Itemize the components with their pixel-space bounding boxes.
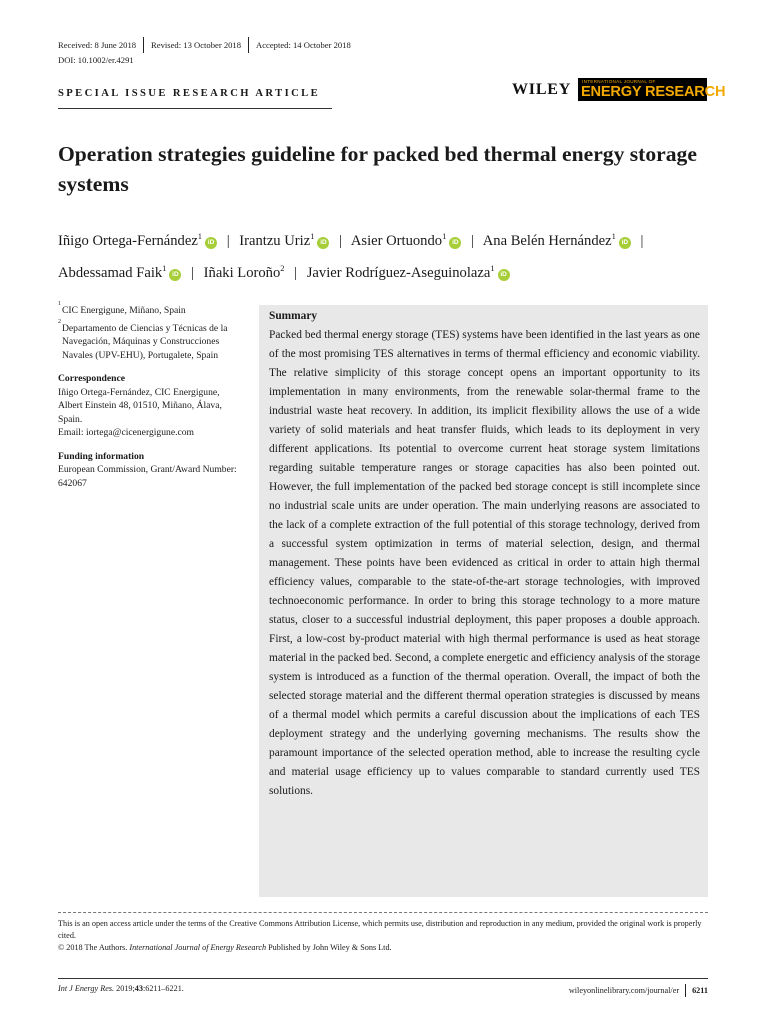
author[interactable] bbox=[58, 265, 181, 281]
orcid-icon[interactable]: iD bbox=[449, 237, 461, 249]
author-affiliation-number: 2 bbox=[280, 263, 285, 274]
journal-logo-name: ENERGY RESEARCH bbox=[581, 84, 726, 100]
author-affiliation-number: 1 bbox=[310, 231, 315, 242]
doi[interactable]: DOI: 10.1002/er.4291 bbox=[58, 55, 134, 65]
citation-pages: :6211–6221. bbox=[142, 984, 184, 993]
revised-date: Revised: 13 October 2018 bbox=[151, 40, 242, 50]
author[interactable] bbox=[204, 265, 285, 281]
author-name: Iñaki Loroño bbox=[203, 265, 281, 281]
funding-heading: Funding information bbox=[58, 450, 145, 462]
copyright-suffix: Published by John Wiley & Sons Ltd. bbox=[266, 943, 392, 953]
author[interactable] bbox=[58, 233, 217, 249]
affiliation bbox=[58, 301, 248, 318]
affiliation-number: 2 bbox=[58, 318, 61, 325]
article-dates bbox=[58, 37, 351, 53]
section-label: SPECIAL ISSUE RESEARCH ARTICLE bbox=[58, 88, 321, 99]
author-name: Irantzu Uriz bbox=[239, 233, 311, 249]
article-info-column bbox=[58, 301, 248, 490]
affiliation-number: 1 bbox=[58, 301, 61, 307]
summary-heading: Summary bbox=[269, 310, 318, 322]
author-separator: | bbox=[470, 233, 474, 249]
journal-abbrev: Int J Energy Res. bbox=[58, 984, 115, 993]
received-date: Received: 8 June 2018 bbox=[58, 40, 137, 50]
author-affiliation-number: 1 bbox=[490, 263, 495, 274]
author[interactable] bbox=[483, 233, 631, 249]
affiliations bbox=[58, 301, 248, 362]
correspondence-name: Iñigo Ortega-Fernández, CIC Energigune, bbox=[58, 386, 220, 398]
footer-divider bbox=[685, 984, 686, 997]
orcid-icon[interactable]: iD bbox=[498, 269, 510, 281]
article-title: Operation strategies guideline for packed bed thermal energy storage systems bbox=[58, 142, 697, 196]
author-name: Ana Belén Hernández bbox=[482, 233, 612, 249]
author-name: Asier Ortuondo bbox=[350, 233, 443, 249]
affiliation-text: CIC Energigune, Miñano, Spain bbox=[62, 305, 186, 316]
citation-volume: 43 bbox=[134, 984, 143, 993]
copyright-prefix: © 2018 The Authors. bbox=[58, 943, 130, 953]
orcid-icon[interactable]: iD bbox=[619, 237, 631, 249]
author-name: Javier Rodríguez-Aseguinolaza bbox=[306, 265, 491, 281]
correspondence-address: Spain. bbox=[58, 413, 83, 425]
author-list bbox=[58, 225, 718, 289]
date-divider bbox=[143, 37, 144, 53]
author-separator: | bbox=[640, 233, 644, 249]
journal-logo bbox=[578, 78, 726, 101]
page-number: 6211 bbox=[692, 986, 708, 995]
orcid-icon[interactable]: iD bbox=[205, 237, 217, 249]
citation bbox=[58, 984, 184, 993]
affiliation bbox=[58, 318, 248, 363]
orcid-icon[interactable]: iD bbox=[317, 237, 329, 249]
author[interactable] bbox=[351, 233, 461, 249]
author-name: Iñigo Ortega-Fernández bbox=[58, 233, 198, 249]
accepted-date: Accepted: 14 October 2018 bbox=[256, 40, 351, 50]
author-name: Abdessamad Faik bbox=[58, 265, 163, 281]
footer-rule bbox=[58, 978, 708, 979]
author[interactable] bbox=[307, 265, 510, 281]
copyright-journal: International Journal of Energy Research bbox=[129, 943, 267, 953]
author-separator: | bbox=[226, 233, 230, 249]
summary-text: Packed bed thermal energy storage (TES) systems have been identified in the last years as one of the most promising TES alternatives in terms of thermal efficiency and economic viability. The relative simplicity of this storage concept opens an important opportunity to its implementation in many environments, from the renewable solar-thermal frame to the industrial waste heat recovery. In addition, its implicit flexibility allows the use of a wide variety of solid materials and heat transfer fluids, which leads to its deployment in very different applications. Its potential to overcome current heat storage system limitations regarding suitable temperature ranges or storage capacities has also been pointed out. However, the full implementation of the packed bed storage concept is still incomplete since no industrial scale units are under operation. The main underlying reasons are associated to the lack of a complete extraction of the full potential of this storage technology, derived from a successful system optimization in terms of material selection, design, and thermal management. These points have been evidenced as critical in order to attain high thermal efficiency values, comparable to the state-of-the-art storage technologies, with improved technoeconomic performance. In order to bring this storage technology to a more mature status, closer to a successful industrial deployment, this paper proposes a double approach. First, a low-cost by-product material with high thermal performance is used as heat storage material in the packed bed. Second, a complete energetic and efficiency analysis of the storage system is introduced as a function of the thermal operation. Overall, the impact of both the selected storage material and the different thermal operation strategies is discussed by means of a thermal model which permits a careful discussion about the implications of each TES deployment strategy and the underlying governing mechanisms. The results show the paramount importance of the selected operation method, able to increase the resulting cycle and material usage efficiency up to values comparable to standard currently used TES solutions. bbox=[269, 329, 700, 797]
author-separator: | bbox=[294, 265, 298, 281]
author-affiliation-number: 1 bbox=[442, 231, 447, 242]
author[interactable] bbox=[239, 233, 329, 249]
citation-year: 2019; bbox=[114, 984, 135, 993]
correspondence-address: Albert Einstein 48, 01510, Miñano, Álava, bbox=[58, 400, 222, 411]
journal-url[interactable]: wileyonlinelibrary.com/journal/er bbox=[568, 986, 680, 995]
funding-text: European Commission, Grant/Award Number: 642067 bbox=[58, 464, 237, 489]
license-text: This is an open access article under the terms of the Creative Commons Attribution License, which permits use, distribution and reproduction in any medium, provided the original work is properly cited. bbox=[58, 919, 702, 941]
author-separator: | bbox=[191, 265, 194, 281]
publisher-logo: WILEY bbox=[512, 81, 572, 98]
footer-right bbox=[520, 984, 708, 997]
summary-box bbox=[259, 305, 708, 897]
section-rule bbox=[58, 108, 332, 109]
correspondence-heading: Correspondence bbox=[58, 373, 125, 384]
correspondence-email[interactable]: Email: iortega@cicenergigune.com bbox=[58, 427, 194, 438]
date-divider bbox=[248, 37, 249, 53]
author-affiliation-number: 1 bbox=[611, 231, 616, 242]
copyright-line bbox=[58, 942, 708, 954]
journal-logo-small-text: INTERNATIONAL JOURNAL OF bbox=[582, 79, 656, 84]
author-separator: | bbox=[339, 233, 343, 249]
footnote-divider bbox=[58, 912, 708, 913]
author-affiliation-number: 1 bbox=[162, 263, 167, 274]
orcid-icon[interactable]: iD bbox=[169, 269, 181, 281]
license-footnote bbox=[58, 918, 708, 955]
affiliation-text: Departamento de Ciencias y Técnicas de la Navegación, Máquinas y Construcciones Navales (UPV-EHU), Portugalete, Spain bbox=[62, 322, 228, 361]
author-affiliation-number: 1 bbox=[197, 231, 203, 242]
